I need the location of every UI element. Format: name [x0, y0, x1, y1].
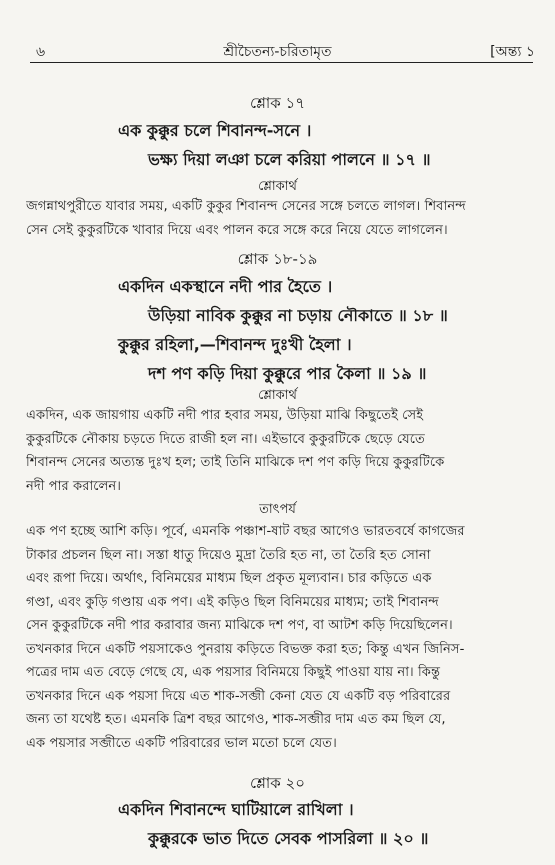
- verse-20-heading: শ্লোক ২০: [250, 774, 305, 792]
- purport-line: সেন কুকুরটিকে নদী পার করাবার জন্য মাঝিকে দশ পণ, বা আটশ কড়ি দিয়েছিলেন।: [26, 618, 453, 633]
- verse-20-line-2: কুক্কুরকে ভাত দিতে সেবক পাসরিলা ॥ ২০ ॥: [148, 829, 429, 848]
- purport-line: গণ্ডা, এবং কুড়ি গণ্ডায় এক পণ। এই কড়িও ছিল বিনিময়ের মাধ্যম; তাই শিবানন্দ: [26, 594, 439, 610]
- purport-line: তখনকার দিনে এক পয়সা দিয়ে এত শাক-সব্জী কেনা যেত যে একটি বড় পরিবারের: [26, 688, 451, 704]
- verse-17-translation: [26, 195, 531, 242]
- purport: [26, 520, 531, 755]
- verse-18-19-translation-heading: শ্লোকার্থ: [258, 388, 297, 403]
- purport-line: টাকার প্রচলন ছিল না। সস্তা ধাতু দিয়েও মুদ্রা তৈরি হত না, তা তৈরি হত সোনা: [26, 547, 431, 563]
- header-rule: [30, 62, 533, 63]
- page-number: ৬: [36, 44, 46, 60]
- verse-18-line-2: উড়িয়া নাবিক কুক্কুর না চড়ায় নৌকাতে ॥ ১৮ ॥: [148, 306, 448, 325]
- translation-line: কুকুরটিকে নৌকায় চড়তে দিতে রাজী হল না। এইভাবে কুকুরটিকে ছেড়ে যেতে: [26, 431, 425, 447]
- chapter-reference: [অন্ত্য ১: [490, 44, 535, 60]
- purport-line: এক পয়সার সব্জীতে একটি পরিবারের ভাল মতো চলে যেত।: [26, 735, 337, 751]
- verse-17-translation-heading: শ্লোকার্থ: [258, 179, 297, 194]
- translation-line: জগন্নাথপুরীতে যাবার সময়, একটি কুকুর শিবানন্দ সেনের সঙ্গে চলতে লাগল। শিবানন্দ: [26, 199, 466, 214]
- verse-18-line-1: একদিন একস্থানে নদী পার হৈতে ।: [118, 277, 333, 296]
- verse-17-line-2: ভক্ষ্য দিয়া লঞা চলে করিয়া পালনে ॥ ১৭ ॥: [148, 150, 431, 169]
- verse-18-19-translation: [26, 404, 531, 498]
- verse-18-19-heading: শ্লোক ১৮-১৯: [237, 250, 318, 268]
- running-title: শ্রীচৈতন্য-চরিতামৃত: [223, 44, 332, 60]
- translation-line: সেন সেই কুকুরটিকে খাবার দিয়ে এবং পালন করে সঙ্গে করে নিয়ে যেতে লাগলেন।: [26, 222, 448, 238]
- verse-19-line-1: কুক্কুর রহিলা,—শিবানন্দ দুঃখী হৈলা ।: [118, 335, 352, 354]
- purport-line: এবং রূপা দিয়ে। অর্থাৎ, বিনিময়ের মাধ্যম ছিল প্রকৃত মূল্যবান। চার কড়িতে এক: [26, 571, 432, 586]
- purport-line: এক পণ হচ্ছে আশি কড়ি। পূর্বে, এমনকি পঞ্চাশ-ষাট বছর আগেও ভারতবর্ষে কাগজের: [26, 524, 465, 539]
- purport-heading: তাৎপর্য: [259, 502, 296, 517]
- translation-line: শিবানন্দ সেনের অত্যন্ত দুঃখ হল; তাই তিনি মাঝিকে দশ পণ কড়ি দিয়ে কুকুরটিকে: [26, 455, 445, 470]
- verse-20-line-1: একদিন শিবানন্দে ঘাটিয়ালে রাখিলা ।: [118, 800, 354, 819]
- purport-line: জন্য তা যথেষ্ট হত। এমনকি ত্রিশ বছর আগেও, শাক-সব্জীর দাম এত কম ছিল যে,: [26, 712, 446, 727]
- verse-17-heading: শ্লোক ১৭: [250, 94, 305, 112]
- verse-19-line-2: দশ পণ কড়ি দিয়া কুক্কুরে পার কৈলা ॥ ১৯ ॥: [148, 364, 427, 383]
- translation-line: একদিন, এক জায়গায় একটি নদী পার হবার সময়, উড়িয়া মাঝি কিছুতেই সেই: [26, 408, 424, 423]
- purport-line: পত্রের দাম এত বেড়ে গেছে যে, এক পয়সার বিনিময়ে কিছুই পাওয়া যায় না। কিন্তু: [26, 665, 441, 680]
- translation-line: নদী পার করালেন।: [26, 478, 122, 494]
- purport-line: তখনকার দিনে একটি পয়সাকেও পুনরায় কড়িতে বিভক্ত করা হত; কিন্তু এখন জিনিস-: [26, 641, 465, 657]
- verse-17-line-1: এক কুক্কুর চলে শিবানন্দ-সনে ।: [118, 121, 312, 140]
